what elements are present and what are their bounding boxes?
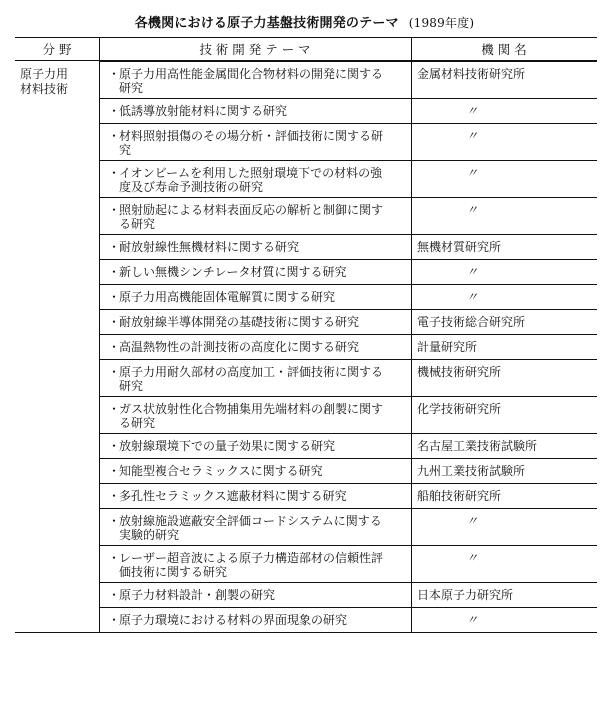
theme-line: 原子力環境における材料の界面現象の研究 [119, 613, 348, 627]
bullet-mark: ・ [108, 613, 121, 627]
bullet-mark: ・ [108, 129, 121, 143]
theme-line: 原子力材料設計・創製の研究 [119, 588, 276, 602]
bullet-mark: ・ [108, 365, 121, 379]
bullet-mark: ・ [108, 104, 121, 118]
org-cell: 化学技術研究所 [417, 402, 502, 416]
bullet-mark: ・ [108, 514, 121, 528]
org-cell: 日本原子力研究所 [417, 588, 514, 602]
theme-line: 研究 [119, 379, 144, 393]
themes-table [15, 37, 597, 633]
org-cell: 無機材質研究所 [417, 240, 502, 254]
bullet-mark: ・ [108, 439, 121, 453]
table-row [99, 259, 597, 284]
ditto-mark: 〃 [466, 514, 479, 528]
ditto-mark: 〃 [466, 104, 479, 118]
table-row [99, 483, 597, 508]
theme-line: 放射線環境下での量子効果に関する研究 [119, 439, 336, 453]
theme-line: 知能型複合セラミックスに関する研究 [119, 464, 323, 478]
theme-cell [99, 161, 411, 197]
header-org: 機 関 名 [481, 42, 527, 57]
theme-line: 原子力用耐久部材の高度加工・評価技術に関する [119, 365, 384, 379]
field-line: 原子力用 [20, 67, 69, 81]
theme-cell [99, 509, 411, 545]
theme-cell [99, 434, 411, 458]
theme-cell [99, 198, 411, 234]
header-field: 分 野 [42, 42, 72, 57]
theme-line: 耐放射線性無機材料に関する研究 [119, 240, 300, 254]
bullet-mark: ・ [108, 166, 121, 180]
theme-line: イオンビームを利用した照射環境下での材料の強 [119, 166, 383, 180]
org-cell: 計量研究所 [417, 340, 478, 354]
theme-cell [99, 285, 411, 309]
theme-cell [99, 62, 411, 98]
ditto-mark: 〃 [466, 166, 479, 180]
page-title [0, 12, 609, 31]
theme-cell [99, 546, 411, 582]
theme-line: 高温熱物性の計測技術の高度化に関する研究 [119, 340, 360, 354]
ditto-mark: 〃 [466, 203, 479, 217]
theme-cell [99, 459, 411, 483]
bullet-mark: ・ [108, 402, 121, 416]
theme-cell [99, 124, 411, 160]
theme-cell [99, 335, 411, 359]
field-cell [15, 67, 99, 97]
field-line: 材料技術 [20, 82, 69, 96]
bullet-mark: ・ [108, 240, 121, 254]
table-row [99, 545, 597, 582]
bullet-mark: ・ [108, 290, 121, 304]
theme-cell [99, 484, 411, 508]
table-header [15, 38, 597, 61]
org-cell: 電子技術総合研究所 [417, 315, 526, 329]
table-row [99, 123, 597, 160]
theme-line: 低誘導放射能材料に関する研究 [119, 104, 288, 118]
bullet-mark: ・ [108, 67, 121, 81]
ditto-mark: 〃 [466, 551, 479, 565]
theme-line: 究 [119, 143, 132, 157]
table-row [99, 396, 597, 433]
table-body [15, 61, 597, 632]
table-row [99, 284, 597, 309]
theme-line: 照射励起による材料表面反応の解析と制御に関す [119, 203, 384, 217]
theme-cell [99, 583, 411, 607]
theme-cell [99, 360, 411, 396]
theme-cell [99, 260, 411, 284]
table-row [99, 98, 597, 123]
bullet-mark: ・ [108, 464, 121, 478]
table-row [99, 458, 597, 483]
table-row [99, 508, 597, 545]
theme-cell [99, 397, 411, 433]
theme-line: る研究 [119, 217, 156, 231]
theme-line: 多孔性セラミックス遮蔽材料に関する研究 [119, 489, 347, 503]
theme-cell [99, 235, 411, 259]
ditto-mark: 〃 [466, 129, 479, 143]
ditto-mark: 〃 [466, 265, 479, 279]
theme-line: 耐放射線半導体開発の基礎技術に関する研究 [119, 315, 360, 329]
table-row [99, 433, 597, 458]
bullet-mark: ・ [108, 315, 121, 329]
theme-line: ガス状放射性化合物捕集用先端材料の創製に関す [119, 402, 384, 416]
theme-line: レーザー超音波による原子力構造部材の信頼性評 [119, 551, 384, 565]
bullet-mark: ・ [108, 203, 121, 217]
bullet-mark: ・ [108, 265, 121, 279]
table-row [99, 234, 597, 259]
theme-line: 価技術に関する研究 [119, 565, 228, 579]
theme-cell [99, 99, 411, 123]
table-row [99, 197, 597, 234]
title-year: (1989年度) [408, 16, 475, 30]
table-row [99, 160, 597, 197]
org-cell: 九州工業技術試験所 [417, 464, 526, 478]
table-row [99, 359, 597, 396]
theme-line: 材料照射損傷のその場分析・評価技術に関する研 [119, 129, 384, 143]
table-row [99, 607, 597, 632]
theme-line: 放射線施設遮蔽安全評価コードシステムに関する [119, 514, 382, 528]
table-row [99, 61, 597, 98]
theme-cell [99, 310, 411, 334]
bullet-mark: ・ [108, 489, 121, 503]
header-theme: 技 術 開 発 テ ー マ [199, 42, 311, 57]
theme-cell [99, 608, 411, 632]
theme-line: 原子力用高機能固体電解質に関する研究 [119, 290, 336, 304]
bullet-mark: ・ [108, 588, 121, 602]
org-cell: 金属材料技術研究所 [417, 67, 526, 81]
table-row [99, 582, 597, 607]
org-cell: 機械技術研究所 [417, 365, 502, 379]
table-row [99, 309, 597, 334]
theme-line: 原子力用高性能金属間化合物材料の開発に関する [119, 67, 384, 81]
theme-line: 度及び寿命予測技術の研究 [119, 180, 264, 194]
title-text: 各機関における原子力基盤技術開発のテーマ [134, 16, 399, 31]
theme-line: 実験的研究 [119, 528, 180, 542]
bullet-mark: ・ [108, 551, 121, 565]
theme-line: 研究 [119, 81, 144, 95]
org-cell: 名古屋工業技術試験所 [417, 439, 538, 453]
theme-line: る研究 [119, 416, 156, 430]
org-cell: 船舶技術研究所 [417, 489, 502, 503]
bullet-mark: ・ [108, 340, 121, 354]
ditto-mark: 〃 [466, 290, 479, 304]
theme-line: 新しい無機シンチレータ材質に関する研究 [119, 265, 347, 279]
ditto-mark: 〃 [466, 613, 479, 627]
table-row [99, 334, 597, 359]
